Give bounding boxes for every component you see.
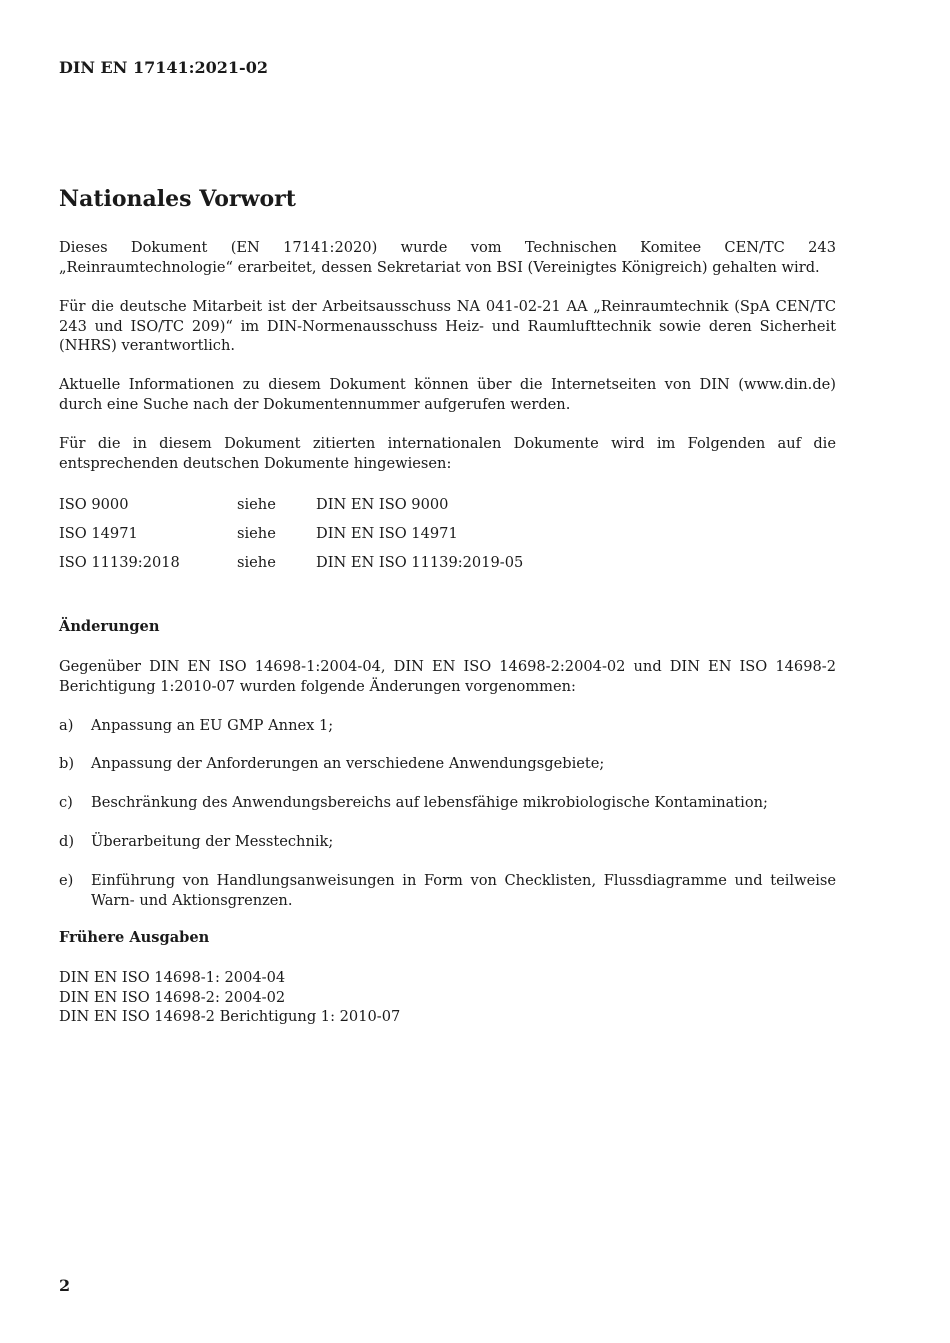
- reference-link-word: siehe: [237, 525, 276, 542]
- list-item: [59, 716, 836, 736]
- paragraph-committee: Dieses Dokument (EN 17141:2020) wurde vom Technischen Komitee CEN/TC 243 „Reinraumtechnologie“ erarbeitet, dessen Sekretariat von BSI (Vereinigtes Königreich) gehalten wird.: [59, 239, 836, 276]
- paragraph-information: Aktuelle Informationen zu diesem Dokument können über die Internetseiten von DIN (www.din.de) durch eine Suche nach der Dokumentennummer aufgerufen werden.: [59, 376, 836, 413]
- list-marker: b): [59, 755, 75, 772]
- reference-link-word: siehe: [237, 496, 276, 513]
- list-item: [59, 793, 836, 813]
- list-marker: c): [59, 794, 73, 811]
- reference-link-word: siehe: [237, 554, 276, 571]
- document-id: DIN EN 17141:2021-02: [59, 58, 268, 77]
- list-item: [59, 754, 836, 774]
- reference-international: ISO 11139:2018: [59, 554, 180, 571]
- reference-international: ISO 14971: [59, 525, 138, 542]
- previous-edition-item: DIN EN ISO 14698-2: 2004-02: [59, 988, 286, 1006]
- list-item: [59, 871, 836, 910]
- list-text: Überarbeitung der Messtechnik;: [91, 833, 334, 850]
- previous-editions-list: [59, 968, 400, 1027]
- reference-national: DIN EN ISO 9000: [316, 496, 449, 513]
- list-marker: d): [59, 833, 75, 850]
- paragraph-working-committee: Für die deutsche Mitarbeit ist der Arbeitsausschuss NA 041-02-21 AA „Reinraumtechnik (SpA CEN/TC 243 und ISO/TC 209)“ im DIN-Normenausschuss Heiz- und Raumlufttechnik sowie deren Sicherheit (NHRS) verantwortlich.: [59, 298, 836, 354]
- paragraph-references-intro: Für die in diesem Dokument zitierten internationalen Dokumente wird im Folgenden auf die entsprechenden deutschen Dokumente hingewiesen:: [59, 435, 836, 472]
- previous-editions-heading: Frühere Ausgaben: [59, 929, 210, 946]
- changes-intro: Gegenüber DIN EN ISO 14698-1:2004-04, DIN EN ISO 14698-2:2004-02 und DIN EN ISO 14698-2 Berichtigung 1:2010-07 wurden folgende Änderungen vorgenommen:: [59, 658, 836, 695]
- previous-edition-item: DIN EN ISO 14698-1: 2004-04: [59, 969, 286, 986]
- list-text: Anpassung der Anforderungen an verschiedene Anwendungsgebiete;: [91, 755, 605, 772]
- previous-edition-item: DIN EN ISO 14698-2 Berichtigung 1: 2010-07: [59, 1008, 401, 1025]
- list-text: Anpassung an EU GMP Annex 1;: [91, 717, 334, 734]
- list-marker: e): [59, 872, 74, 889]
- changes-heading: Änderungen: [59, 618, 160, 635]
- list-text: Einführung von Handlungsanweisungen in Form von Checklisten, Flussdiagramme und teilweise Warn- und Aktionsgrenzen.: [91, 872, 836, 909]
- reference-national: DIN EN ISO 14971: [316, 525, 458, 542]
- reference-national: DIN EN ISO 11139:2019-05: [316, 554, 524, 571]
- page-title: Nationales Vorwort: [59, 186, 296, 212]
- page-number: 2: [59, 1276, 71, 1295]
- list-marker: a): [59, 717, 74, 734]
- reference-international: ISO 9000: [59, 496, 129, 513]
- list-text: Beschränkung des Anwendungsbereichs auf lebensfähige mikrobiologische Kontamination;: [91, 794, 768, 811]
- list-item: [59, 832, 836, 852]
